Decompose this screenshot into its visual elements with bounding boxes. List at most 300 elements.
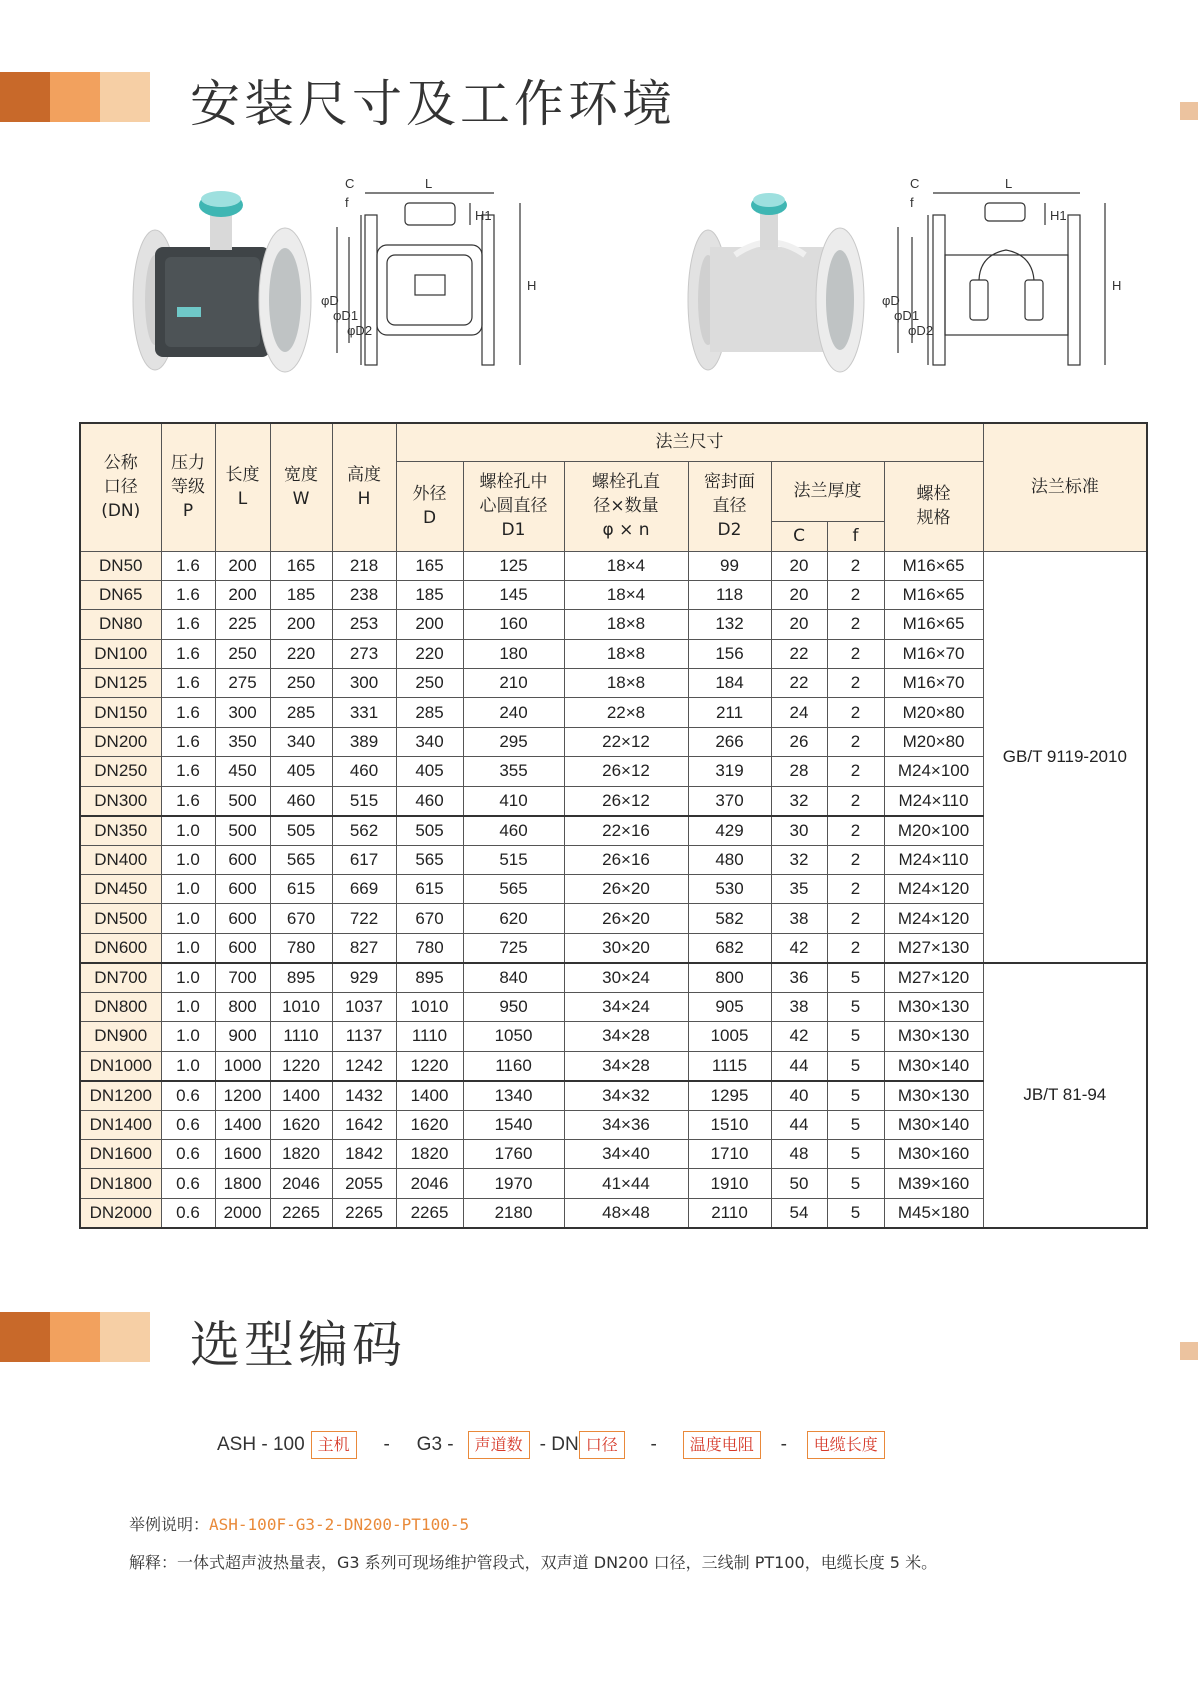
table-cell: 26×20: [564, 904, 688, 933]
side-mark: [1180, 1342, 1198, 1360]
table-cell: 460: [463, 816, 564, 846]
table-cell: 1620: [270, 1110, 332, 1139]
table-cell: 160: [463, 610, 564, 639]
table-cell: 28: [771, 757, 827, 786]
table-cell: 5: [827, 963, 884, 993]
table-cell: 600: [215, 933, 270, 963]
table-cell: 184: [688, 669, 771, 698]
table-cell: 515: [332, 786, 396, 816]
table-cell: M30×130: [884, 1022, 983, 1051]
example-code: ASH-100F-G3-2-DN200-PT100-5: [209, 1515, 470, 1534]
cell-dn: DN1800: [80, 1169, 161, 1198]
dim-label-H1: H1: [1050, 208, 1067, 223]
table-cell: 2265: [270, 1198, 332, 1228]
table-cell: 54: [771, 1198, 827, 1228]
table-cell: 1.6: [161, 786, 215, 816]
table-cell: 1.6: [161, 757, 215, 786]
table-cell: 285: [270, 698, 332, 727]
table-cell: 827: [332, 933, 396, 963]
pipe-section-meter-figure: [680, 175, 1180, 380]
table-cell: 38: [771, 904, 827, 933]
table-cell: 22: [771, 669, 827, 698]
table-cell: 200: [215, 580, 270, 609]
table-cell: 38: [771, 992, 827, 1021]
table-cell: 18×8: [564, 669, 688, 698]
table-cell: 5: [827, 1198, 884, 1228]
example-line: [129, 1512, 469, 1535]
table-cell: 266: [688, 727, 771, 756]
code-prefix: ASH - 100: [217, 1434, 305, 1455]
table-cell: 2: [827, 639, 884, 668]
table-cell: M30×130: [884, 1081, 983, 1111]
table-cell: 5: [827, 1081, 884, 1111]
cell-dn: DN1400: [80, 1110, 161, 1139]
table-cell: 370: [688, 786, 771, 816]
model-code-line: [217, 1428, 885, 1462]
table-cell: 670: [396, 904, 463, 933]
header-f: f: [827, 521, 884, 551]
table-cell: 1005: [688, 1022, 771, 1051]
table-cell: 331: [332, 698, 396, 727]
example-label: 举例说明：: [129, 1515, 210, 1534]
table-cell: 5: [827, 1022, 884, 1051]
header-seal: 密封面 直径 D2: [688, 461, 771, 551]
table-cell: 2000: [215, 1198, 270, 1228]
table-cell: 2265: [332, 1198, 396, 1228]
section-heading-bar: [0, 72, 150, 122]
dim-label-f: f: [910, 195, 914, 210]
table-cell: 2: [827, 610, 884, 639]
table-cell: 132: [688, 610, 771, 639]
table-cell: 1970: [463, 1169, 564, 1198]
table-cell: 0.6: [161, 1169, 215, 1198]
header-height: 高度 H: [332, 423, 396, 551]
table-cell: 156: [688, 639, 771, 668]
table-cell: M20×100: [884, 816, 983, 846]
table-cell: 42: [771, 933, 827, 963]
table-cell: 1.6: [161, 551, 215, 580]
table-cell: 1200: [215, 1081, 270, 1111]
table-cell: 42: [771, 1022, 827, 1051]
dim-label-H: H: [1112, 278, 1122, 293]
table-cell: 275: [215, 669, 270, 698]
table-cell: 30×24: [564, 963, 688, 993]
dimension-drawing-left: [337, 193, 520, 365]
meter-photo-right: [688, 193, 864, 372]
table-cell: 1400: [215, 1110, 270, 1139]
code-dash: -: [780, 1434, 787, 1455]
table-cell: 600: [215, 904, 270, 933]
header-bolt-hole: 螺栓孔直 径×数量 φ × n: [564, 461, 688, 551]
cell-dn: DN150: [80, 698, 161, 727]
table-cell: 905: [688, 992, 771, 1021]
table-cell: 620: [463, 904, 564, 933]
table-cell: M20×80: [884, 727, 983, 756]
table-cell: 2: [827, 727, 884, 756]
code-g3: G3 -: [416, 1434, 454, 1455]
table-cell: 22×16: [564, 816, 688, 846]
table-cell: 220: [270, 639, 332, 668]
dim-label-phiD: φD: [882, 293, 900, 308]
table-cell: 1400: [396, 1081, 463, 1111]
table-cell: 2: [827, 669, 884, 698]
table-row: [80, 551, 1147, 580]
table-cell: M24×110: [884, 786, 983, 816]
model-section-title: 选型编码: [190, 1316, 406, 1374]
table-cell: 1.0: [161, 816, 215, 846]
dim-label-H1: H1: [475, 208, 492, 223]
table-cell: 1.0: [161, 1051, 215, 1081]
cell-dn: DN500: [80, 904, 161, 933]
table-cell: 460: [270, 786, 332, 816]
table-cell: 1160: [463, 1051, 564, 1081]
table-cell: 211: [688, 698, 771, 727]
table-cell: 44: [771, 1110, 827, 1139]
table-cell: 218: [332, 551, 396, 580]
table-cell: M16×65: [884, 551, 983, 580]
table-cell: 410: [463, 786, 564, 816]
cell-dn: DN125: [80, 669, 161, 698]
table-cell: 500: [215, 786, 270, 816]
table-cell: 30: [771, 816, 827, 846]
cell-dn: DN50: [80, 551, 161, 580]
table-cell: 840: [463, 963, 564, 993]
table-cell: 1.0: [161, 992, 215, 1021]
header-bolt-circle: 螺栓孔中 心圆直径 D1: [463, 461, 564, 551]
code-dn: - DN: [539, 1434, 579, 1455]
table-cell: 36: [771, 963, 827, 993]
table-cell: 780: [270, 933, 332, 963]
table-cell: 1.0: [161, 963, 215, 993]
cell-dn: DN450: [80, 875, 161, 904]
table-cell: M39×160: [884, 1169, 983, 1198]
code-box-channels: 声道数: [468, 1431, 530, 1459]
table-cell: 1.0: [161, 845, 215, 874]
code-dash: -: [650, 1434, 657, 1455]
code-box-host: 主机: [311, 1431, 357, 1459]
table-cell: 460: [396, 786, 463, 816]
table-cell: 350: [215, 727, 270, 756]
table-cell: 20: [771, 551, 827, 580]
table-cell: 26×12: [564, 786, 688, 816]
table-cell: 20: [771, 610, 827, 639]
table-cell: 200: [215, 551, 270, 580]
table-cell: 1220: [270, 1051, 332, 1081]
table-cell: 5: [827, 1051, 884, 1081]
table-cell: 2: [827, 904, 884, 933]
table-cell: M24×120: [884, 875, 983, 904]
table-cell: 1.0: [161, 1022, 215, 1051]
table-cell: 5: [827, 1169, 884, 1198]
table-cell: M24×120: [884, 904, 983, 933]
table-cell: M16×70: [884, 669, 983, 698]
table-cell: 895: [270, 963, 332, 993]
table-cell: 35: [771, 875, 827, 904]
table-cell: 2: [827, 786, 884, 816]
table-cell: 145: [463, 580, 564, 609]
table-cell: 250: [215, 639, 270, 668]
table-cell: 0.6: [161, 1198, 215, 1228]
table-cell: 950: [463, 992, 564, 1021]
table-cell: 450: [215, 757, 270, 786]
meter-photo-left: [133, 191, 311, 372]
table-cell: M27×120: [884, 963, 983, 993]
cell-standard: GB/T 9119-2010: [983, 551, 1147, 963]
table-cell: 389: [332, 727, 396, 756]
table-cell: M20×80: [884, 698, 983, 727]
table-cell: 2: [827, 816, 884, 846]
table-cell: 429: [688, 816, 771, 846]
integrated-meter-figure: [125, 175, 625, 380]
table-cell: 929: [332, 963, 396, 993]
header-bolt: 螺栓 规格: [884, 461, 983, 551]
table-cell: 2110: [688, 1198, 771, 1228]
table-cell: 1540: [463, 1110, 564, 1139]
table-cell: 565: [270, 845, 332, 874]
table-cell: 405: [270, 757, 332, 786]
table-cell: 22×8: [564, 698, 688, 727]
table-cell: 319: [688, 757, 771, 786]
table-cell: 725: [463, 933, 564, 963]
table-cell: 682: [688, 933, 771, 963]
table-cell: 1760: [463, 1139, 564, 1168]
header-nominal: 公称 口径 (DN): [80, 423, 161, 551]
table-cell: M16×65: [884, 610, 983, 639]
table-cell: 900: [215, 1022, 270, 1051]
table-cell: 1510: [688, 1110, 771, 1139]
table-header: [80, 423, 1147, 551]
dim-label-L: L: [425, 176, 433, 191]
table-cell: 530: [688, 875, 771, 904]
cell-dn: DN1000: [80, 1051, 161, 1081]
table-cell: 200: [270, 610, 332, 639]
table-cell: 5: [827, 992, 884, 1021]
table-cell: 240: [463, 698, 564, 727]
cell-dn: DN1600: [80, 1139, 161, 1168]
table-cell: 1.6: [161, 610, 215, 639]
table-cell: 1910: [688, 1169, 771, 1198]
table-cell: 2: [827, 875, 884, 904]
table-cell: 22×12: [564, 727, 688, 756]
table-cell: M27×130: [884, 933, 983, 963]
table-cell: 18×4: [564, 551, 688, 580]
table-cell: 210: [463, 669, 564, 698]
table-cell: 180: [463, 639, 564, 668]
table-cell: 5: [827, 1139, 884, 1168]
table-cell: 565: [396, 845, 463, 874]
cell-dn: DN200: [80, 727, 161, 756]
table-body: [80, 551, 1147, 1228]
install-section-title: 安装尺寸及工作环境: [190, 75, 676, 133]
header-length: 长度 L: [215, 423, 270, 551]
table-cell: M24×110: [884, 845, 983, 874]
table-cell: 460: [332, 757, 396, 786]
table-cell: 700: [215, 963, 270, 993]
dim-label-phiD2: φD2: [908, 323, 934, 338]
cell-dn: DN100: [80, 639, 161, 668]
dim-label-L: L: [1005, 176, 1013, 191]
table-cell: 480: [688, 845, 771, 874]
table-cell: 50: [771, 1169, 827, 1198]
table-cell: 405: [396, 757, 463, 786]
cell-dn: DN400: [80, 845, 161, 874]
cell-dn: DN1200: [80, 1081, 161, 1111]
table-cell: 34×32: [564, 1081, 688, 1111]
table-cell: 220: [396, 639, 463, 668]
table-cell: 295: [463, 727, 564, 756]
header-C: C: [771, 521, 827, 551]
table-cell: 669: [332, 875, 396, 904]
table-cell: 2265: [396, 1198, 463, 1228]
table-cell: 20: [771, 580, 827, 609]
table-cell: 18×8: [564, 639, 688, 668]
table-cell: 273: [332, 639, 396, 668]
cell-dn: DN250: [80, 757, 161, 786]
table-cell: 125: [463, 551, 564, 580]
cell-dn: DN2000: [80, 1198, 161, 1228]
table-cell: 34×40: [564, 1139, 688, 1168]
table-cell: 253: [332, 610, 396, 639]
table-cell: 0.6: [161, 1110, 215, 1139]
table-cell: 285: [396, 698, 463, 727]
dim-label-phiD: φD: [321, 293, 339, 308]
table-cell: 26×16: [564, 845, 688, 874]
table-cell: 500: [215, 816, 270, 846]
table-cell: 165: [396, 551, 463, 580]
table-cell: 1220: [396, 1051, 463, 1081]
table-cell: 1620: [396, 1110, 463, 1139]
table-cell: 1400: [270, 1081, 332, 1111]
table-cell: 722: [332, 904, 396, 933]
table-cell: 41×44: [564, 1169, 688, 1198]
table-cell: 1242: [332, 1051, 396, 1081]
table-cell: 300: [332, 669, 396, 698]
table-cell: 2: [827, 698, 884, 727]
table-cell: 615: [396, 875, 463, 904]
table-cell: 1115: [688, 1051, 771, 1081]
bar-block-mid: [50, 72, 100, 122]
table-cell: 515: [463, 845, 564, 874]
bar-block-light: [100, 72, 150, 122]
table-cell: 34×28: [564, 1022, 688, 1051]
table-cell: 800: [215, 992, 270, 1021]
dim-label-H: H: [527, 278, 537, 293]
table-cell: 0.6: [161, 1081, 215, 1111]
table-cell: 34×36: [564, 1110, 688, 1139]
table-cell: 2: [827, 845, 884, 874]
table-cell: 780: [396, 933, 463, 963]
section-heading-bar: [0, 1312, 150, 1362]
table-cell: 300: [215, 698, 270, 727]
table-cell: M30×140: [884, 1110, 983, 1139]
header-thickness: 法兰厚度: [771, 461, 884, 521]
table-cell: 2: [827, 757, 884, 786]
header-outer: 外径 D: [396, 461, 463, 551]
table-cell: 22: [771, 639, 827, 668]
table-cell: 1110: [396, 1022, 463, 1051]
table-cell: 1.0: [161, 933, 215, 963]
table-cell: 1432: [332, 1081, 396, 1111]
table-cell: 225: [215, 610, 270, 639]
table-cell: 1.6: [161, 580, 215, 609]
table-cell: M24×100: [884, 757, 983, 786]
table-cell: 1.6: [161, 698, 215, 727]
table-cell: 670: [270, 904, 332, 933]
header-standard: 法兰标准: [983, 423, 1147, 551]
table-cell: 2: [827, 933, 884, 963]
dim-label-phiD2: φD2: [347, 323, 373, 338]
code-box-cable: 电缆长度: [807, 1431, 885, 1459]
dim-label-C: C: [345, 176, 355, 191]
table-cell: 18×8: [564, 610, 688, 639]
cell-standard: JB/T 81-94: [983, 963, 1147, 1228]
table-cell: 615: [270, 875, 332, 904]
table-cell: 185: [396, 580, 463, 609]
bar-block-mid: [50, 1312, 100, 1362]
table-cell: 600: [215, 845, 270, 874]
table-cell: 250: [270, 669, 332, 698]
table-cell: 582: [688, 904, 771, 933]
table-cell: 26×20: [564, 875, 688, 904]
table-cell: 1050: [463, 1022, 564, 1051]
table-cell: 600: [215, 875, 270, 904]
table-cell: M30×160: [884, 1139, 983, 1168]
table-cell: 5: [827, 1110, 884, 1139]
table-cell: 2046: [396, 1169, 463, 1198]
table-cell: 1600: [215, 1139, 270, 1168]
bar-block-light: [100, 1312, 150, 1362]
table-cell: 238: [332, 580, 396, 609]
table-cell: 505: [396, 816, 463, 846]
table-cell: 1.0: [161, 875, 215, 904]
table-cell: 1800: [215, 1169, 270, 1198]
cell-dn: DN700: [80, 963, 161, 993]
table-cell: 2: [827, 551, 884, 580]
table-cell: 1820: [270, 1139, 332, 1168]
table-cell: M16×70: [884, 639, 983, 668]
table-cell: 800: [688, 963, 771, 993]
table-cell: 895: [396, 963, 463, 993]
table-cell: 26×12: [564, 757, 688, 786]
dimension-drawing-right: [898, 193, 1105, 365]
cell-dn: DN80: [80, 610, 161, 639]
table-cell: 1820: [396, 1139, 463, 1168]
table-cell: 34×24: [564, 992, 688, 1021]
table-cell: 1.0: [161, 904, 215, 933]
table-cell: 1.6: [161, 727, 215, 756]
dim-label-C: C: [910, 176, 920, 191]
table-cell: 1842: [332, 1139, 396, 1168]
table-cell: 1295: [688, 1081, 771, 1111]
dim-label-f: f: [345, 195, 349, 210]
table-cell: 32: [771, 786, 827, 816]
table-cell: 1010: [270, 992, 332, 1021]
code-box-temp: 温度电阻: [683, 1431, 761, 1459]
table-cell: 40: [771, 1081, 827, 1111]
header-width: 宽度 W: [270, 423, 332, 551]
table-cell: 185: [270, 580, 332, 609]
table-cell: 2180: [463, 1198, 564, 1228]
dim-label-phiD1: φD1: [894, 308, 920, 323]
table-cell: 48: [771, 1139, 827, 1168]
table-cell: 1.6: [161, 669, 215, 698]
table-cell: 1137: [332, 1022, 396, 1051]
cell-dn: DN900: [80, 1022, 161, 1051]
table-cell: 30×20: [564, 933, 688, 963]
header-flange: 法兰尺寸: [396, 423, 983, 461]
code-dash: -: [383, 1434, 390, 1455]
table-cell: 26: [771, 727, 827, 756]
